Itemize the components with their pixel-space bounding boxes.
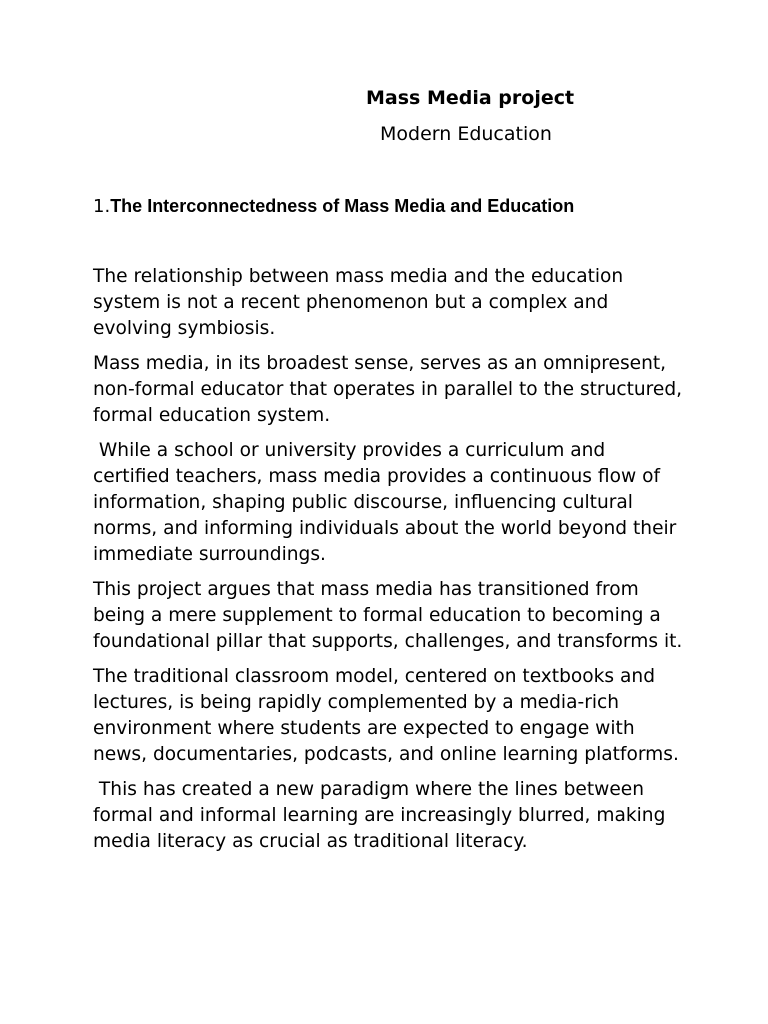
section-heading-text: The Interconnectedness of Mass Media and Education <box>110 196 575 216</box>
paragraph: While a school or university provides a curriculum and certified teachers, mass media provides a continuous flow of information, shaping public discourse, influencing cultural norms, and informing individuals about the world beyond their immediate surroundings. <box>93 440 683 565</box>
paragraph: This project argues that mass media has transitioned from being a mere supplement to formal education to becoming a foundational pillar that supports, challenges, and transforms it. <box>93 579 683 652</box>
document-subtitle: Modern Education <box>380 123 552 145</box>
body-text <box>93 264 688 864</box>
paragraph: Mass media, in its broadest sense, serves as an omnipresent, non-formal educator that operates in parallel to the structured, formal education system. <box>93 353 688 426</box>
paragraph: The traditional classroom model, centered on textbooks and lectures, is being rapidly complemented by a media-rich environment where students are expected to engage with news, documentaries, podcasts, and online learning platforms. <box>93 666 679 765</box>
document-title: Mass Media project <box>366 87 575 109</box>
paragraph: This has created a new paradigm where the lines between formal and informal learning are increasingly blurred, making media literacy as crucial as traditional literacy. <box>93 779 672 852</box>
section-number: 1. <box>93 196 111 217</box>
section-heading <box>93 194 574 219</box>
paragraph: The relationship between mass media and the education system is not a recent phenomenon but a complex and evolving symbiosis. <box>93 266 630 339</box>
